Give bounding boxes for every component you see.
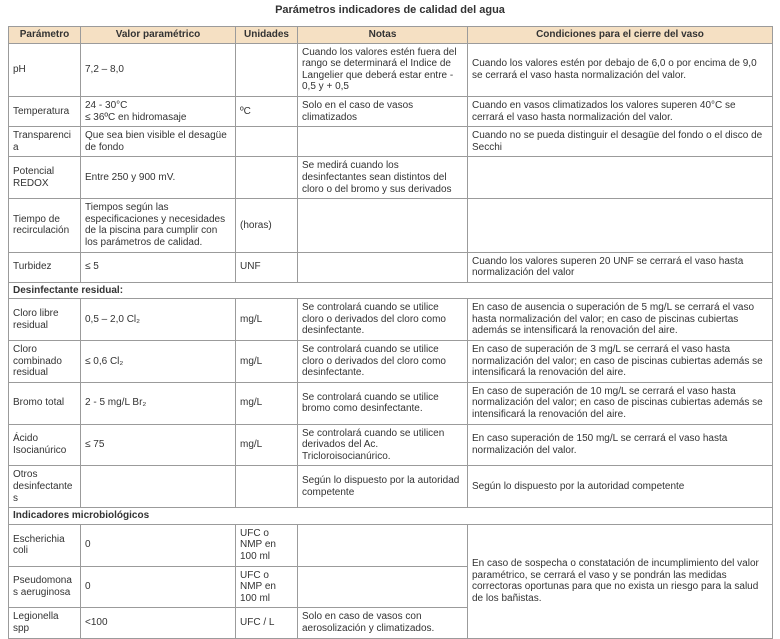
section-label: Desinfectante residual: bbox=[9, 282, 773, 299]
row-tiempo-recirculacion bbox=[9, 199, 773, 252]
cell-condiciones bbox=[468, 199, 773, 252]
column-header-condiciones: Condiciones para el cierre del vaso bbox=[468, 27, 773, 44]
row-ph bbox=[9, 43, 773, 96]
cell-parametro: Turbidez bbox=[9, 252, 81, 282]
column-header-unidades: Unidades bbox=[236, 27, 298, 44]
cell-valor: 0,5 – 2,0 Cl₂ bbox=[81, 299, 236, 341]
page-title: Parámetros indicadores de calidad del agua bbox=[275, 4, 505, 16]
row-acido-isocianurico bbox=[9, 424, 773, 466]
cell-notas bbox=[298, 566, 468, 608]
cell-unidades: UFC o NMP en 100 ml bbox=[236, 566, 298, 608]
cell-unidades: UFC / L bbox=[236, 608, 298, 638]
cell-valor: ≤ 75 bbox=[81, 424, 236, 466]
cell-valor: ≤ 5 bbox=[81, 252, 236, 282]
row-otros-desinfectantes bbox=[9, 466, 773, 508]
cell-unidades bbox=[236, 157, 298, 199]
column-header-parametro: Parámetro bbox=[9, 27, 81, 44]
cell-parametro: Pseudomonas aeruginosa bbox=[9, 566, 81, 608]
cell-parametro: Temperatura bbox=[9, 96, 81, 126]
row-escherichia-coli bbox=[9, 524, 773, 566]
cell-notas: Solo en el caso de vasos climatizados bbox=[298, 96, 468, 126]
cell-notas bbox=[298, 127, 468, 157]
cell-valor: ≤ 0,6 Cl₂ bbox=[81, 341, 236, 383]
cell-valor: 0 bbox=[81, 524, 236, 566]
cell-parametro: Legionella spp bbox=[9, 608, 81, 638]
cell-valor: 0 bbox=[81, 566, 236, 608]
water-quality-parameters-table bbox=[8, 26, 773, 639]
cell-unidades: mg/L bbox=[236, 299, 298, 341]
cell-condiciones: Según lo dispuesto por la autoridad competente bbox=[468, 466, 773, 508]
cell-valor: 24 - 30°C ≤ 36ºC en hidromasaje bbox=[81, 96, 236, 126]
cell-notas: Cuando los valores estén fuera del rango se determinará el Indice de Langelier que deberá estar entre - 0,5 y + 0,5 bbox=[298, 43, 468, 96]
cell-parametro: Cloro combinado residual bbox=[9, 341, 81, 383]
cell-notas: Se controlará cuando se utilicen derivados del Ac. Tricloroisocianúrico. bbox=[298, 424, 468, 466]
row-turbidez bbox=[9, 252, 773, 282]
section-indicadores-microbiologicos bbox=[9, 508, 773, 525]
cell-notas: Solo en caso de vasos con aerosolización y climatizados. bbox=[298, 608, 468, 638]
cell-notas: Según lo dispuesto por la autoridad competente bbox=[298, 466, 468, 508]
cell-condiciones: Cuando no se pueda distinguir el desagüe del fondo o el disco de Secchi bbox=[468, 127, 773, 157]
cell-condiciones: En caso de superación de 3 mg/L se cerrará el vaso hasta normalización del valor; en caso de piscinas cubiertas además se intensificará la renovación del aire. bbox=[468, 341, 773, 383]
cell-unidades: mg/L bbox=[236, 341, 298, 383]
cell-unidades: ºC bbox=[236, 96, 298, 126]
cell-parametro: Transparencia bbox=[9, 127, 81, 157]
cell-valor: Entre 250 y 900 mV. bbox=[81, 157, 236, 199]
cell-condiciones bbox=[468, 157, 773, 199]
cell-parametro: Bromo total bbox=[9, 382, 81, 424]
cell-notas bbox=[298, 199, 468, 252]
cell-valor: <100 bbox=[81, 608, 236, 638]
cell-unidades: mg/L bbox=[236, 424, 298, 466]
cell-unidades bbox=[236, 466, 298, 508]
cell-notas bbox=[298, 252, 468, 282]
cell-parametro: Potencial REDOX bbox=[9, 157, 81, 199]
cell-valor: 7,2 – 8,0 bbox=[81, 43, 236, 96]
cell-unidades: mg/L bbox=[236, 382, 298, 424]
row-potencial-redox bbox=[9, 157, 773, 199]
cell-condiciones: En caso superación de 150 mg/L se cerrará el vaso hasta normalización del valor. bbox=[468, 424, 773, 466]
cell-unidades: UNF bbox=[236, 252, 298, 282]
cell-unidades bbox=[236, 127, 298, 157]
cell-notas: Se medirá cuando los desinfectantes sean distintos del cloro o del bromo y sus derivados bbox=[298, 157, 468, 199]
cell-parametro: Escherichia coli bbox=[9, 524, 81, 566]
row-transparencia bbox=[9, 127, 773, 157]
cell-condiciones: En caso de superación de 10 mg/L se cerrará el vaso hasta normalización del valor; en caso de piscinas cubiertas además se intensificará la renovación del aire. bbox=[468, 382, 773, 424]
cell-condiciones: Cuando los valores superen 20 UNF se cerrará el vaso hasta normalización del valor bbox=[468, 252, 773, 282]
cell-notas bbox=[298, 524, 468, 566]
cell-parametro: Otros desinfectantes bbox=[9, 466, 81, 508]
column-header-notas: Notas bbox=[298, 27, 468, 44]
cell-valor: Tiempos según las especificaciones y necesidades de la piscina para cumplir con los parámetros de calidad. bbox=[81, 199, 236, 252]
cell-valor: Que sea bien visible el desagüe de fondo bbox=[81, 127, 236, 157]
cell-condiciones-merged: En caso de sospecha o constatación de incumplimiento del valor paramétrico, se cerrará el vaso y se pondrán las medidas correctoras oportunas para que no exista un riesgo para la salud de los bañistas. bbox=[468, 524, 773, 638]
cell-parametro: pH bbox=[9, 43, 81, 96]
column-header-valor-parametrico: Valor paramétrico bbox=[81, 27, 236, 44]
cell-condiciones: Cuando en vasos climatizados los valores superen 40°C se cerrará el vaso hasta normalización del valor. bbox=[468, 96, 773, 126]
cell-parametro: Tiempo de recirculación bbox=[9, 199, 81, 252]
cell-condiciones: Cuando los valores estén por debajo de 6,0 o por encima de 9,0 se cerrará el vaso hasta normalización del valor. bbox=[468, 43, 773, 96]
row-cloro-libre-residual bbox=[9, 299, 773, 341]
row-bromo-total bbox=[9, 382, 773, 424]
row-cloro-combinado-residual bbox=[9, 341, 773, 383]
cell-valor bbox=[81, 466, 236, 508]
cell-notas: Se controlará cuando se utilice cloro o derivados del cloro como desinfectante. bbox=[298, 341, 468, 383]
section-desinfectante-residual bbox=[9, 282, 773, 299]
cell-notas: Se controlará cuando se utilice cloro o derivados del cloro como desinfectante. bbox=[298, 299, 468, 341]
cell-unidades: UFC o NMP en 100 ml bbox=[236, 524, 298, 566]
row-temperatura bbox=[9, 96, 773, 126]
header-row bbox=[9, 27, 773, 44]
cell-parametro: Ácido Isocianúrico bbox=[9, 424, 81, 466]
cell-unidades: (horas) bbox=[236, 199, 298, 252]
cell-notas: Se controlará cuando se utilice bromo como desinfectante. bbox=[298, 382, 468, 424]
cell-parametro: Cloro libre residual bbox=[9, 299, 81, 341]
cell-condiciones: En caso de ausencia o superación de 5 mg/L se cerrará el vaso hasta normalización del valor; en caso de piscinas cubiertas además se intensificará la renovación del aire. bbox=[468, 299, 773, 341]
cell-unidades bbox=[236, 43, 298, 96]
cell-valor: 2 - 5 mg/L Br₂ bbox=[81, 382, 236, 424]
section-label: Indicadores microbiológicos bbox=[9, 508, 773, 525]
